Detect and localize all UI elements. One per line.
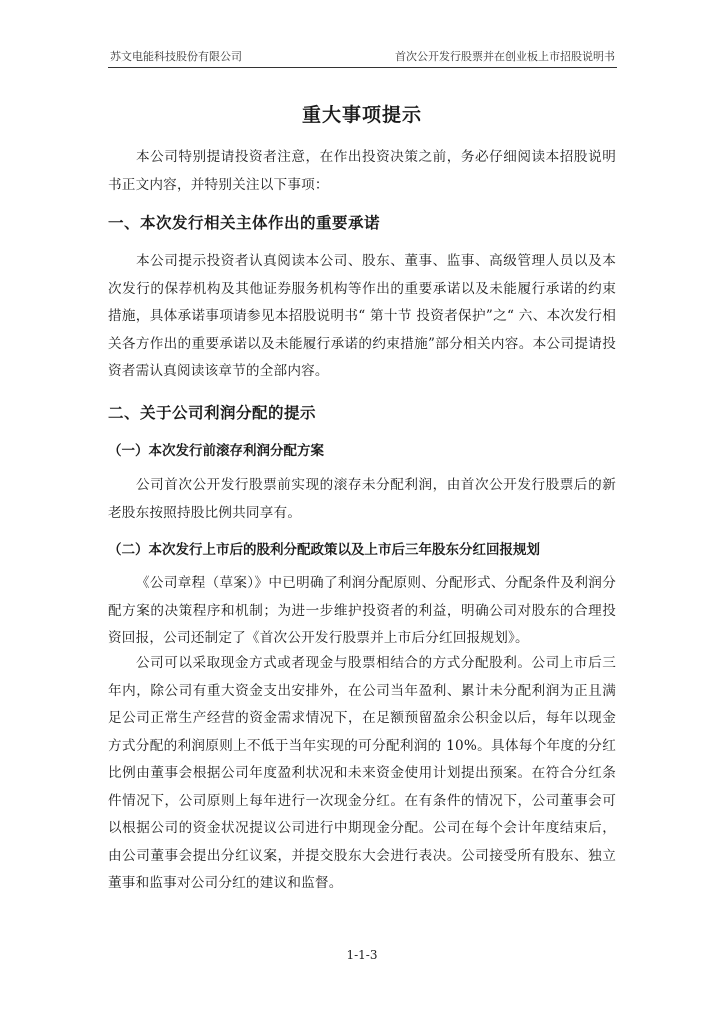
section1-paragraph: 本公司提示投资者认真阅读本公司、股东、董事、监事、高级管理人员以及本次发行的保荐机构及其他证券服务机构等作出的重要承诺以及未能履行承诺的约束措施，具体承诺事项请参见本招股说明书“ 第十节 投资者保护”之“ 六、本次发行相关各方作出的重要承诺以及未能履行承诺的约束措施”部分相关内容。本公司提请投资者需认真阅读该章节的全部内容。 (108, 253, 616, 379)
section2-sub2-heading: （二）本次发行上市后的股利分配政策以及上市后三年股东分红回报规划 (108, 542, 540, 558)
intro-paragraph: 本公司特别提请投资者注意，在作出投资决策之前，务必仔细阅读本招股说明书正文内容，并特别关注以下事项： (108, 149, 616, 193)
section2-sub1-paragraph: 公司首次公开发行股票前实现的滚存未分配利润，由首次公开发行股票后的新老股东按照持股比例共同享有。 (108, 477, 616, 521)
section2-heading: 二、关于公司利润分配的提示 (108, 404, 317, 422)
section1-heading: 一、本次发行相关主体作出的重要承诺 (108, 214, 381, 232)
section2-sub2-paragraph-2: 公司可以采取现金方式或者现金与股票相结合的方式分配股利。公司上市后三年内，除公司有重大资金支出安排外，在公司当年盈利、累计未分配利润为正且满足公司正常生产经营的资金需求情况下，在足额预留盈余公积金以后，每年以现金方式分配的利润原则上不低于当年实现的可分配利润的 10%。具体每个年度的分红比例由董事会根据公司年度盈利状况和未来资金使用计划提出预案。在符合分红条件情况下，公司原则上每年进行一次现金分红。在有条件的情况下，公司董事会可以根据公司的资金状况提议公司进行中期现金分配。公司在每个会计年度结束后，由公司董事会提出分红议案，并提交股东大会进行表决。公司接受所有股东、独立董事和监事对公司分红的建议和监督。 (108, 655, 616, 891)
page-number: 1-1-3 (346, 948, 378, 962)
section2-sub1-heading: （一）本次发行前滚存利润分配方案 (108, 443, 324, 459)
page-header (108, 49, 617, 68)
header-document-title: 首次公开发行股票并在创业板上市招股说明书 (395, 50, 615, 63)
header-company: 苏文电能科技股份有限公司 (110, 50, 242, 63)
page-title: 重大事项提示 (301, 104, 422, 126)
section2-sub2-paragraph-1: 《公司章程（草案）》中已明确了利润分配原则、分配形式、分配条件及利润分配方案的决策程序和机制；为进一步维护投资者的利益，明确公司对股东的合理投资回报，公司还制定了《首次公开发行股票并上市后分红回报规划》。 (108, 575, 616, 646)
